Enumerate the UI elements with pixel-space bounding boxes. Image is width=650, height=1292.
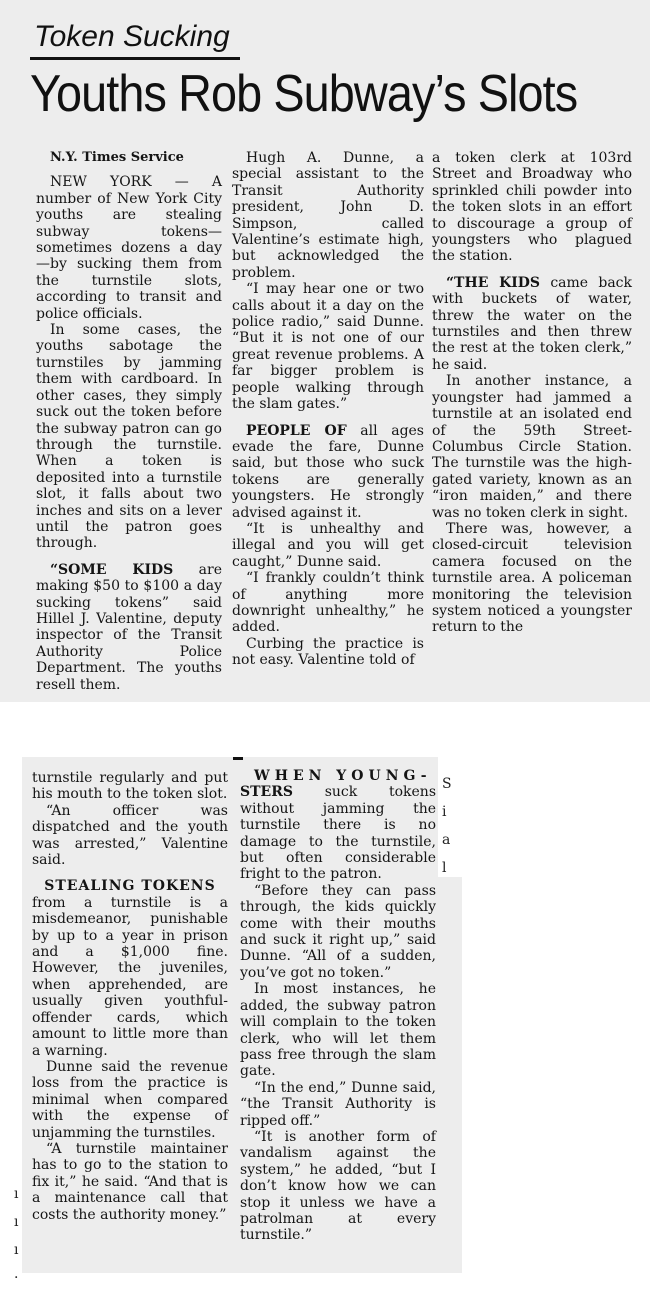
paragraph: There was, however, a closed-circuit television camera focused on the turnstile area. A policeman monitoring the television system noticed a youngster return to the [432, 520, 632, 636]
column-1 [36, 150, 222, 693]
edge-glyph: i [442, 804, 447, 820]
paragraph: NEW YORK — A number of New York City youths are stealing subway tokens—sometimes dozens a day—by sucking them from the turnstile slots, according to transit and police officials. [36, 174, 222, 322]
edge-glyph: S [442, 776, 452, 792]
edge-glyph: ı [14, 1242, 19, 1258]
paragraph: In some cases, the youths sabotage the turnstiles by jamming them with cardboard. In other cases, they simply suck out the token before the subway patron can go through the turnstile. When a token is deposited into a turnstile slot, it falls about two inches and sits on a lever until the patron goes through. [36, 322, 222, 552]
paragraph: “Before they can pass through, the kids quickly come with their mouths and suck it right up,” said Dunne. “All of a sudden, you’ve got no token.” [240, 882, 436, 981]
paragraph: In most instances, he added, the subway patron will complain to the token clerk, who will let them pass free through the slam gate. [240, 981, 436, 1080]
cropped-edge-left [14, 1180, 22, 1292]
paragraph [232, 423, 424, 521]
column-2 [232, 150, 424, 669]
paragraph-text: from a turnstile is a misdemeanor, punishable by up to a year in prison and a $1,000 fine. However, the juveniles, when apprehended, are usually given youthful-offender cards, which amount to little more than a warning. [32, 894, 228, 1059]
cropped-edge-right [442, 770, 450, 882]
paragraph: a token clerk at 103rd Street and Broadway who sprinkled chili powder into the token slots in an effort to discourage a group of youngsters who plagued the station. [432, 150, 632, 265]
paragraph: Dunne said the revenue loss from the practice is minimal when compared with the expense of unjamming the turnstiles. [32, 1058, 228, 1141]
paragraph-text: suck tokens without jamming the turnstile there is no damage to the turnstile, but often considerable fright to the patron. [240, 784, 436, 883]
paragraph: In another instance, a youngster had jammed a turnstile at an isolated end of the 59th Street-Columbus Circle Station. The turnstile was the high-gated variety, known as an “iron maiden,” and there was no token clerk in sight. [432, 373, 632, 521]
paragraph-text: all ages evade the fare, Dunne said, but those who suck tokens are generally youngsters. He strongly advised against it. [232, 422, 424, 521]
kicker-rule [30, 57, 240, 60]
byline: N.Y. Times Service [50, 150, 184, 165]
edge-glyph: a [442, 832, 451, 848]
column-4 [32, 770, 228, 1223]
kicker: Token Sucking [34, 20, 230, 53]
paragraph [36, 562, 222, 693]
paragraph-text: are making $50 to $100 a day sucking tokens” said Hillel J. Valentine, deputy inspector of the Transit Authority Police Department. The youths resell them. [36, 561, 222, 693]
subhead-continued: STERS [240, 784, 293, 801]
paragraph [432, 275, 632, 373]
column-5 [240, 768, 436, 1244]
edge-glyph: ı [14, 1214, 19, 1230]
subhead: “THE KIDS [446, 274, 541, 291]
column-3 [432, 150, 632, 636]
ink-mark [233, 757, 243, 760]
paragraph: “I may hear one or two calls about it a day on the police radio,” said Dunne. “But it is not one of our great revenue problems. A far bigger problem is people walking through the slam gates.” [232, 281, 424, 413]
headline: Youths Rob Subway’s Slots [30, 65, 578, 123]
edge-glyph: · [14, 1270, 19, 1286]
paragraph-text: came back with buckets of water, threw the water on the turnstiles and then threw the rest at the token clerk,” he said. [432, 274, 632, 373]
paragraph: “A turnstile maintainer has to go to the station to fix it,” he said. “And that is a maintenance call that costs the authority money.” [32, 1140, 228, 1223]
subhead: WHEN YOUNG- [254, 768, 432, 784]
paragraph: Curbing the practice is not easy. Valentine told of [232, 635, 424, 669]
paragraph: “An officer was dispatched and the youth was arrested,” Valentine said. [32, 802, 228, 869]
paragraph: turnstile regularly and put his mouth to the token slot. [32, 770, 228, 803]
paragraph: Hugh A. Dunne, a special assistant to the Transit Authority president, John D. Simpson, called Valentine’s estimate high, but acknowledged the problem. [232, 150, 424, 281]
paragraph: “It is unhealthy and illegal and you will get caught,” Dunne said. [232, 520, 424, 570]
subhead: PEOPLE OF [246, 422, 347, 439]
subhead: “SOME KIDS [50, 561, 174, 578]
edge-glyph: l [442, 860, 447, 876]
paragraph: “It is another form of vandalism against the system,” he added, “but I don’t know how we can stop it unless we have a patrolman at every turnstile.” [240, 1128, 436, 1244]
paragraph: “In the end,” Dunne said, “the Transit Authority is ripped off.” [240, 1079, 436, 1129]
edge-glyph: ı [14, 1186, 19, 1202]
paragraph [32, 878, 228, 1058]
paragraph: “I frankly couldn’t think of anything more downright unhealthy,” he added. [232, 570, 424, 636]
subhead: STEALING TOKENS [44, 878, 216, 895]
paragraph [240, 768, 436, 883]
